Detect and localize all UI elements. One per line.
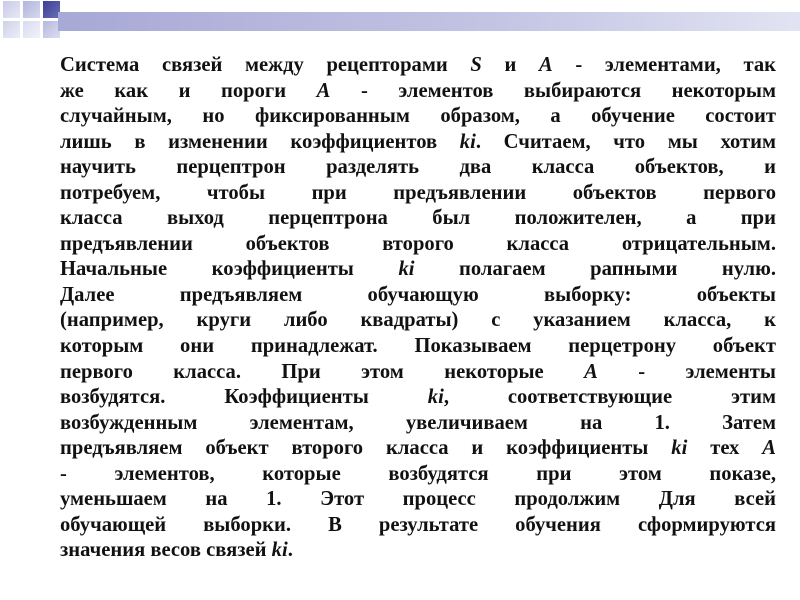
text-line: уменьшаем на 1. Этот процесс продолжим Для всей — [60, 488, 776, 511]
header-bar — [58, 12, 800, 31]
decor-square — [23, 1, 40, 18]
text-line: значения весов связей ki. — [60, 539, 293, 562]
math-symbol: A — [316, 79, 331, 102]
text-line: Начальные коэффициенты ki полагаем рапными нулю. — [60, 258, 776, 281]
text-line: лишь в изменении коэффициентов ki. Считаем, что мы хотим — [60, 130, 776, 153]
text-line: потребуем, чтобы при предъявлении объектов первого — [60, 181, 776, 204]
math-symbol: ki — [398, 258, 415, 281]
math-symbol: A — [762, 437, 776, 460]
text-line: Далее предъявляем обучающую выборку: объекты — [60, 283, 776, 306]
decor-square — [3, 21, 20, 38]
body-text — [60, 53, 776, 564]
header-decoration — [0, 0, 800, 38]
text-line: Система связей между рецепторами S и A - элементами, так — [60, 54, 777, 76]
decor-square — [3, 1, 20, 18]
math-symbol: A — [538, 54, 553, 76]
text-line: первого класса. При этом некоторые A - элементы — [60, 360, 776, 383]
text-line: предъявлении объектов второго класса отрицательным. — [60, 232, 776, 255]
text-line: - элементов, которые возбудятся при этом показе, — [60, 462, 776, 485]
text-line: (например, круги либо квадраты) с указанием класса, к — [60, 309, 776, 332]
text-line: возбужденным элементам, увеличиваем на 1. Затем — [60, 411, 776, 434]
math-symbol: ki — [271, 539, 288, 562]
text-line: предъявляем объект второго класса и коэффициенты ki тех A — [60, 437, 776, 460]
text-line: класса выход перцептрона был положителен, а при — [60, 207, 776, 230]
text-line: которым они принадлежат. Показываем перцетрону объект — [60, 335, 776, 358]
text-line: же как и пороги A - элементов выбираются некоторым — [60, 79, 776, 102]
math-symbol: ki — [459, 130, 476, 153]
math-symbol: ki — [427, 386, 444, 409]
math-symbol: A — [584, 360, 598, 383]
math-symbol: ki — [671, 437, 688, 460]
text-line: возбудятся. Коэффициенты ki, соответствующие этим — [60, 386, 776, 409]
math-symbol: S — [470, 54, 482, 76]
text-line: случайным, но фиксированным образом, а обучение состоит — [60, 105, 776, 128]
decor-square — [23, 21, 40, 38]
text-line: обучающей выборки. В результате обучения сформируются — [60, 513, 776, 536]
text-line: научить перцептрон разделять два класса объектов, и — [60, 156, 776, 179]
